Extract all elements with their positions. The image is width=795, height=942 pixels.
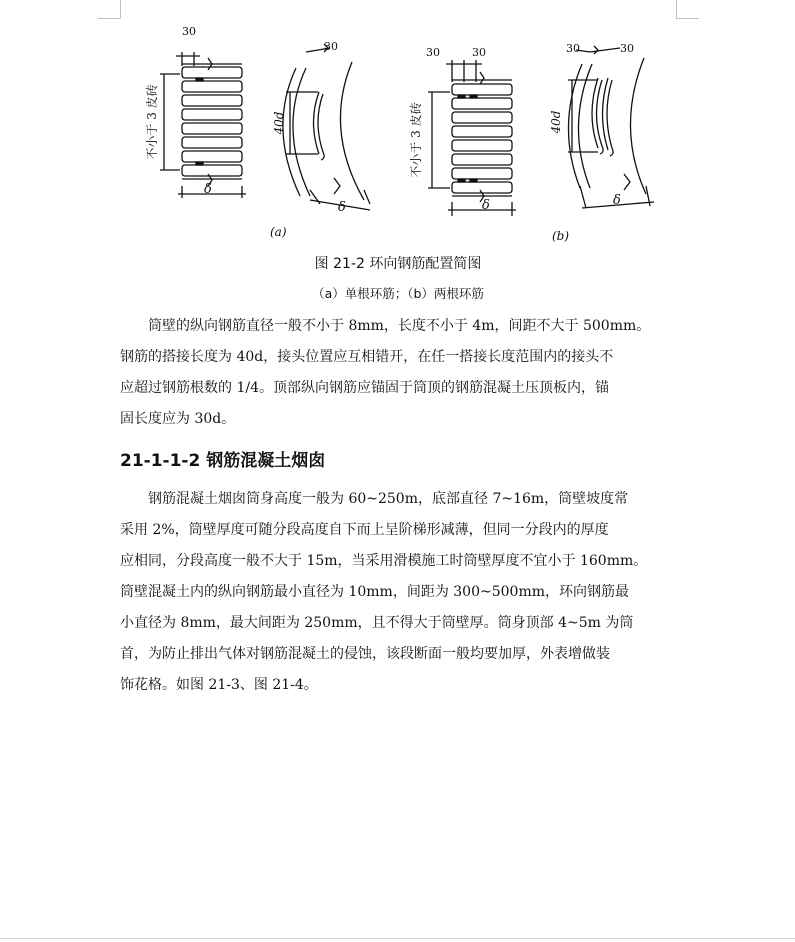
panel-a-brick-column	[160, 52, 246, 198]
panel-a-wall-dim-30: 30	[324, 40, 338, 53]
page-corner-mark-top-right	[676, 0, 699, 19]
panel-a-label: (a)	[270, 225, 287, 239]
panel-b-dim-30-right: 30	[472, 46, 486, 59]
figure-21-2	[120, 18, 680, 250]
panel-b-wall-section	[568, 46, 654, 208]
panel-b-wall-dim-30-left: 30	[566, 42, 580, 55]
panel-b-brick-column	[428, 60, 516, 216]
paragraph-line: 钢筋的搭接长度为 40d，接头位置应互相错开，在任一搭接长度范围内的接头不	[120, 349, 614, 365]
panel-b-label: (b)	[552, 229, 570, 243]
paragraph-line: 筒壁混凝土内的纵向钢筋最小直径为 10mm，间距为 300~500mm，环向钢筋最	[120, 584, 629, 600]
paragraph-longitudinal-bars	[120, 311, 676, 435]
panel-b-delta: δ	[482, 198, 490, 213]
panel-b-wall-dim-30-right: 30	[620, 42, 634, 55]
panel-b-vertical-label: 不小于 3 皮砖	[409, 102, 423, 178]
paragraph-line: 钢筋混凝土烟囱筒身高度一般为 60~250m，底部直径 7~16m，筒壁坡度常	[148, 491, 629, 507]
paragraph-line: 固长度应为 30d。	[120, 411, 236, 427]
panel-a-dim-40d: 40d	[272, 111, 286, 135]
panel-b-wall-delta: δ	[613, 193, 621, 208]
panel-a-dim-30: 30	[182, 25, 196, 38]
reinforcement-diagram	[120, 18, 680, 250]
figure-subcaption: （a）单根环筋；（b）两根环筋	[312, 286, 484, 301]
panel-b-dim-40d: 40d	[549, 110, 563, 134]
panel-a-wall-section	[283, 44, 370, 210]
paragraph-line: 饰花格。如图 21-3、图 21-4。	[120, 677, 318, 693]
paragraph-line: 应超过钢筋根数的 1/4。顶部纵向钢筋应锚固于筒顶的钢筋混凝土压顶板内，锚	[120, 380, 609, 396]
paragraph-line: 筒壁的纵向钢筋直径一般不小于 8mm，长度不小于 4m，间距不大于 500mm。	[148, 318, 651, 334]
paragraph-line: 小直径为 8mm，最大间距为 250mm，且不得大于筒壁厚。筒身顶部 4~5m 为筒	[120, 615, 634, 631]
panel-b-dim-30-left: 30	[426, 46, 440, 59]
panel-a-wall-delta: δ	[338, 200, 346, 215]
section-heading: 21-1-1-2 钢筋混凝土烟囱	[120, 451, 326, 471]
paragraph-line: 应相同，分段高度一般不大于 15m，当采用滑模施工时筒壁厚度不宜小于 160mm。	[120, 553, 648, 569]
panel-a-vertical-label: 不小于 3 皮砖	[145, 84, 159, 160]
page-corner-mark-top-left	[98, 0, 121, 19]
paragraph-line: 首，为防止排出气体对钢筋混凝土的侵蚀，该段断面一般均要加厚，外表增做装	[120, 646, 610, 662]
paragraph-line: 采用 2%，筒壁厚度可随分段高度自下而上呈阶梯形减薄，但同一分段内的厚度	[120, 522, 609, 538]
paragraph-concrete-chimney	[120, 484, 676, 701]
figure-caption: 图 21-2 环向钢筋配置简图	[314, 256, 482, 272]
page-bottom-edge	[0, 938, 795, 939]
panel-a-delta: δ	[204, 182, 212, 197]
